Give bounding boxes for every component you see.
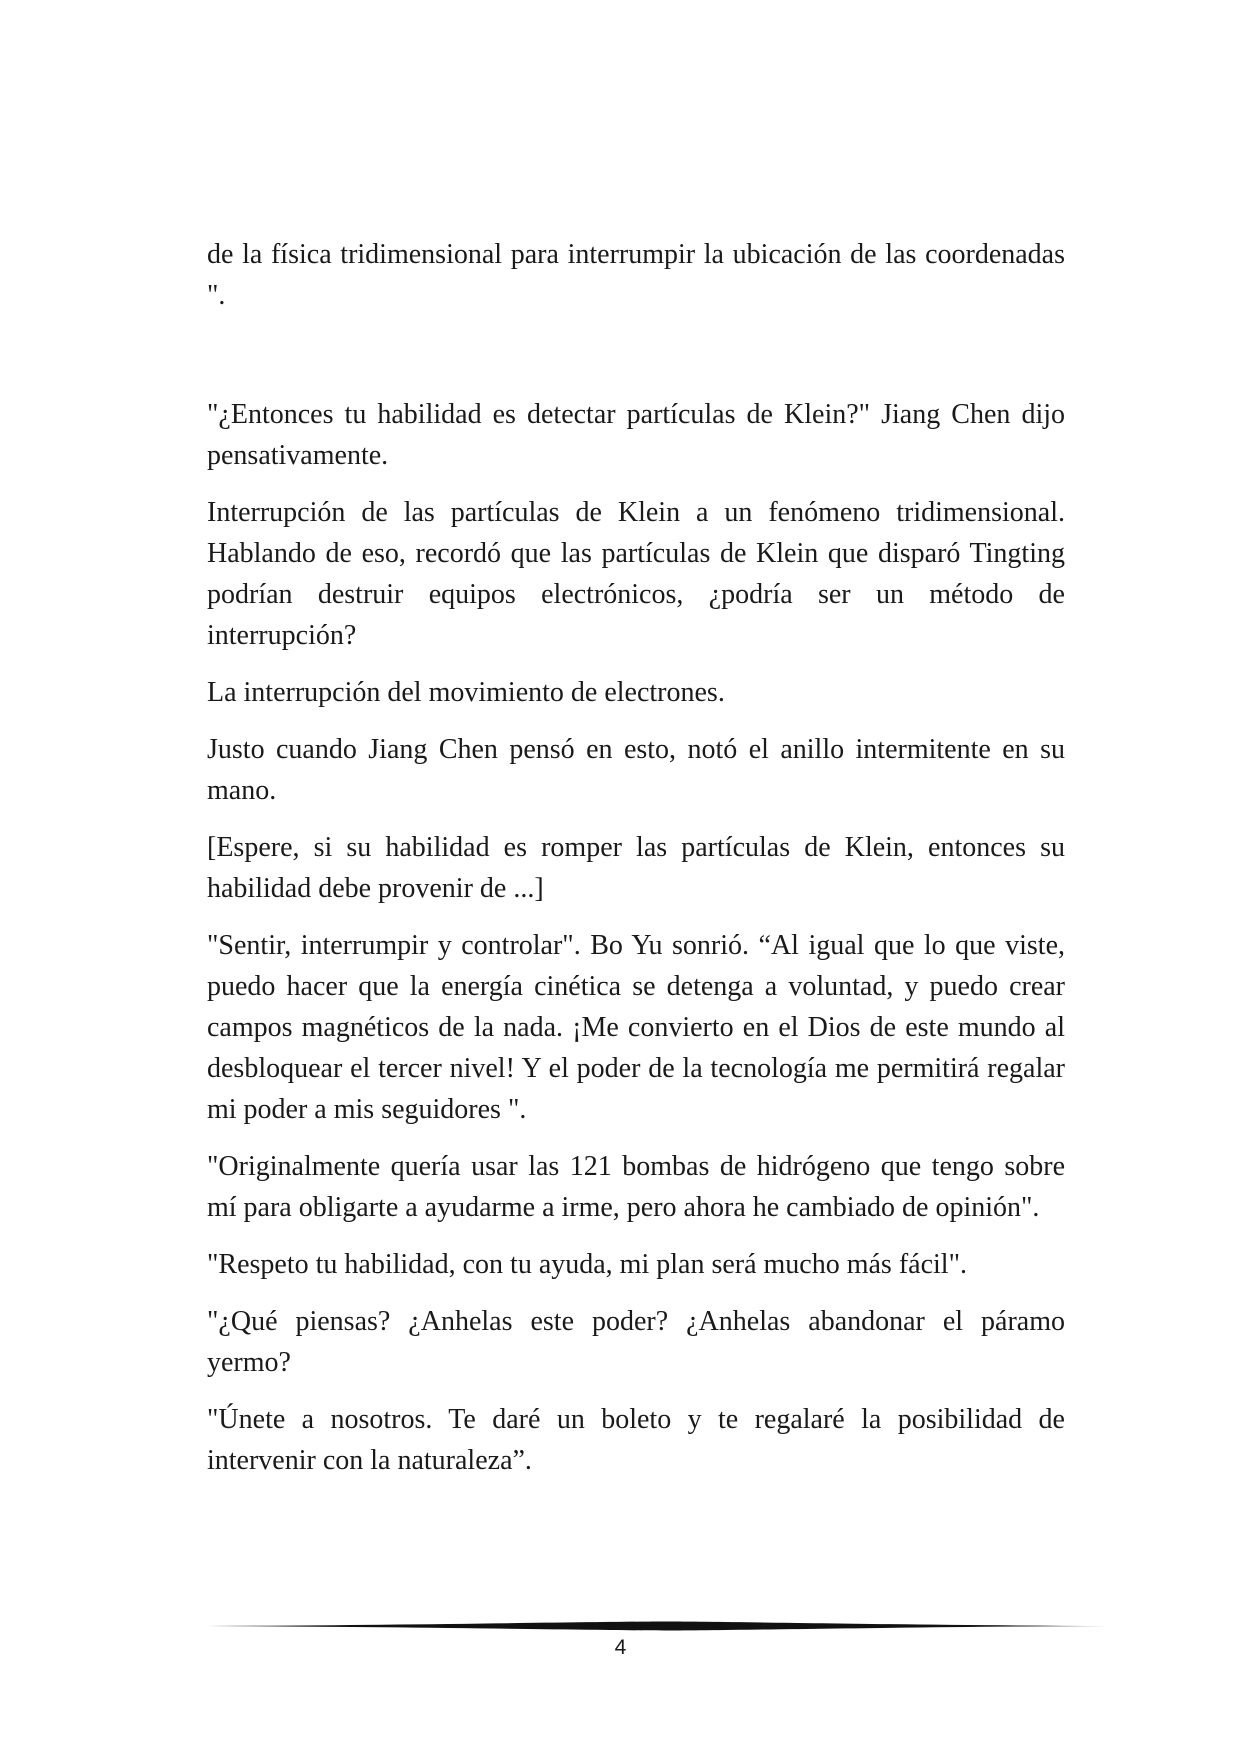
paragraph: "¿Entonces tu habilidad es detectar partículas de Klein?" Jiang Chen dijo pensativamente. xyxy=(207,399,1065,471)
paragraph: "Sentir, interrumpir y controlar". Bo Yu sonrió. “Al igual que lo que viste, puedo hacer que la energía cinética se detenga a voluntad, y puedo crear campos magnéticos de la nada. ¡Me convierto en el Dios de este mundo al desbloquear el tercer nivel! Y el poder de la tecnología me permitirá regalar mi poder a mis seguidores ". xyxy=(207,930,1065,1125)
paragraph: de la física tridimensional para interrumpir la ubicación de las coordenadas ". xyxy=(207,239,1065,311)
paragraph: La interrupción del movimiento de electrones. xyxy=(207,677,725,708)
paragraph: "Respeto tu habilidad, con tu ayuda, mi plan será mucho más fácil". xyxy=(207,1249,967,1280)
paragraph: "Únete a nosotros. Te daré un boleto y te regalaré la posibilidad de intervenir con la naturaleza”. xyxy=(207,1404,1065,1476)
paragraph: [Espere, si su habilidad es romper las partículas de Klein, entonces su habilidad debe provenir de ...] xyxy=(207,832,1065,904)
paragraph: "Originalmente quería usar las 121 bombas de hidrógeno que tengo sobre mí para obligarte a ayudarme a irme, pero ahora he cambiado de opinión". xyxy=(207,1151,1065,1223)
page-number: 4 xyxy=(614,1636,627,1659)
paragraph: Justo cuando Jiang Chen pensó en esto, notó el anillo intermitente en su mano. xyxy=(207,734,1065,806)
paragraph: Interrupción de las partículas de Klein a un fenómeno tridimensional. Hablando de eso, recordó que las partículas de Klein que disparó Tingting podrían destruir equipos electrónicos, ¿podría ser un método de interrupción? xyxy=(207,497,1065,651)
page-body xyxy=(207,234,1065,1497)
footer-divider xyxy=(207,1620,1107,1632)
paragraph: "¿Qué piensas? ¿Anhelas este poder? ¿Anhelas abandonar el páramo yermo? xyxy=(207,1306,1065,1378)
